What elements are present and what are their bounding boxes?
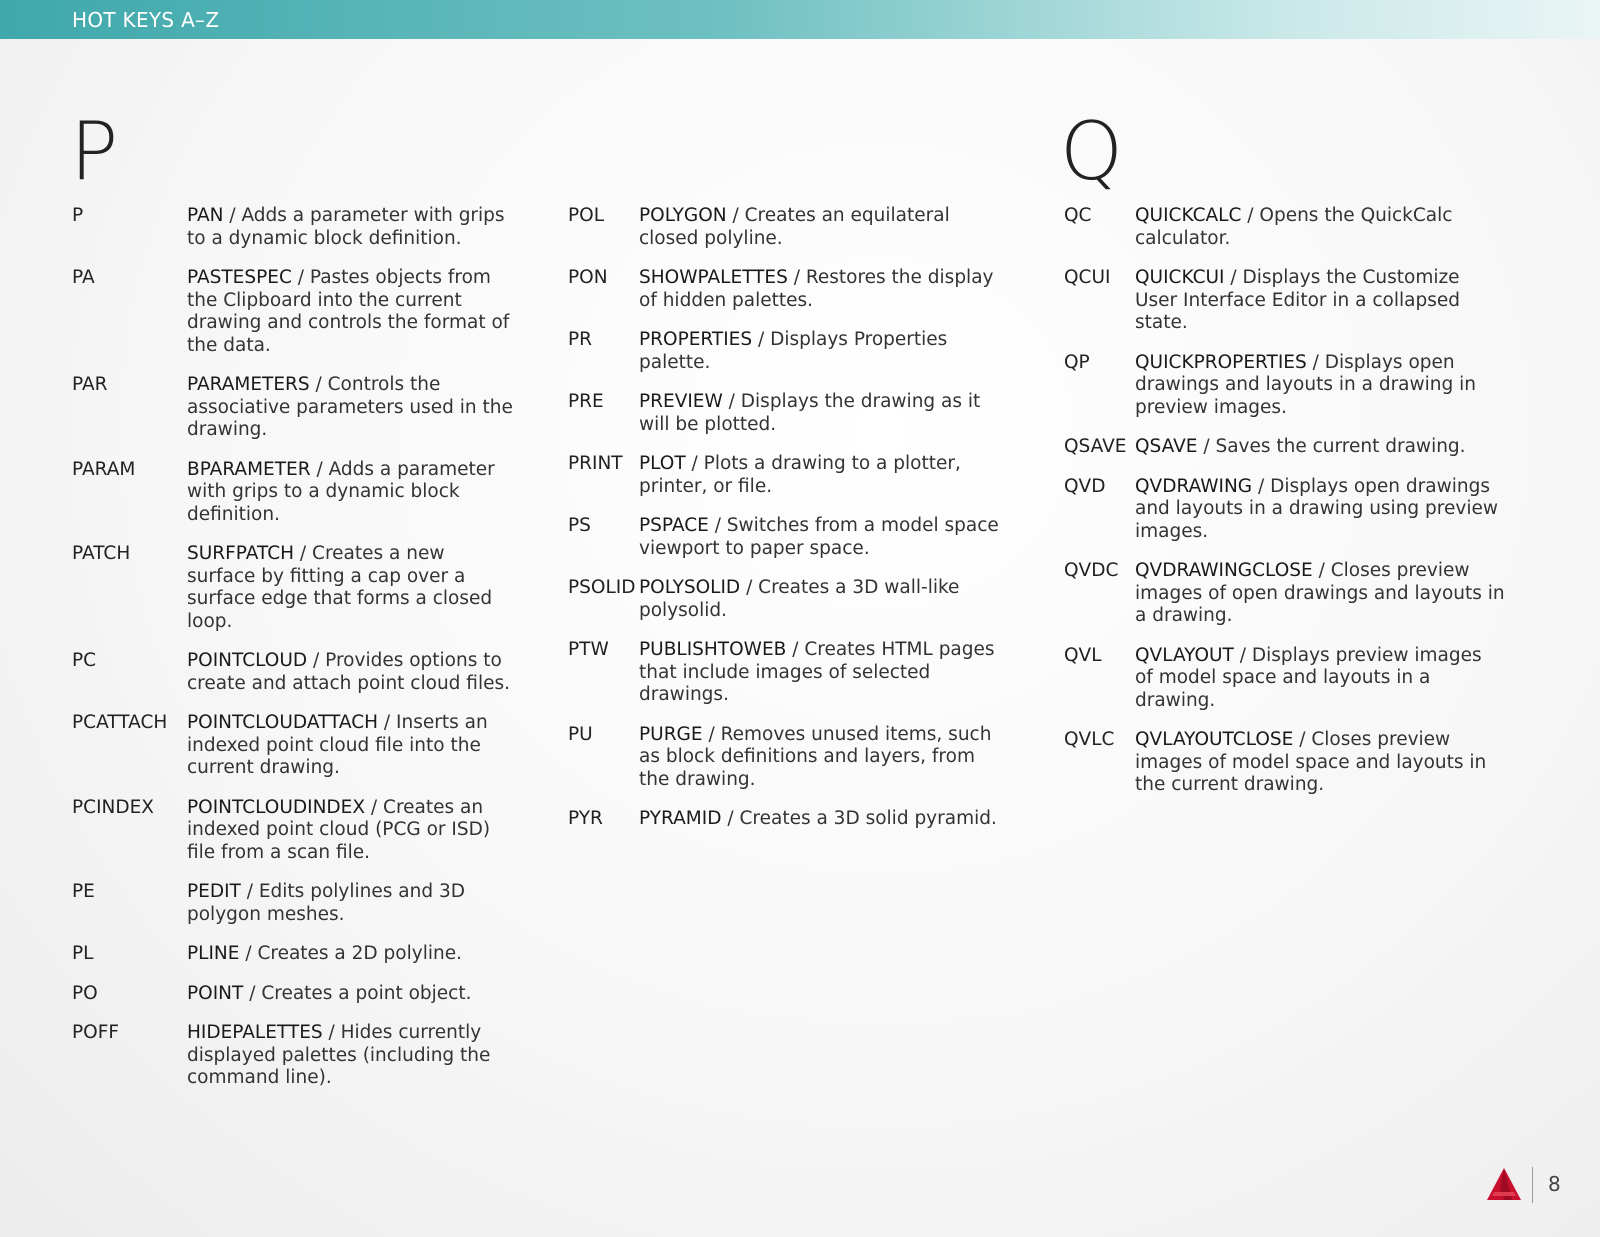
- autocad-logo-icon: [1486, 1166, 1522, 1202]
- hotkey-command: QUICKCALC: [1135, 205, 1242, 226]
- hotkey-entry: [568, 267, 1009, 312]
- hotkey-description-text: / Displays the drawing as it will be plotted.: [639, 391, 981, 435]
- hotkey-description-text: / Removes unused items, such as block definitions and layers, from the drawing.: [639, 723, 992, 790]
- hotkey-shortcut: PO: [72, 982, 98, 1004]
- hotkey-description: [1135, 729, 1505, 797]
- hotkey-entry: [1064, 267, 1505, 335]
- footer-divider: [1532, 1167, 1533, 1203]
- hotkey-description: [187, 943, 517, 966]
- hotkey-entry: [1064, 645, 1505, 713]
- hotkey-command: PYRAMID: [639, 808, 722, 829]
- hotkey-description-text: / Plots a drawing to a plotter, printer, or file.: [639, 453, 961, 497]
- hotkey-entry: [72, 267, 517, 357]
- hotkey-shortcut: PA: [72, 267, 95, 288]
- hotkey-command: PROPERTIES: [639, 329, 753, 350]
- hotkey-description-text: / Provides options to create and attach point cloud files.: [187, 650, 510, 694]
- hotkey-entry: [72, 543, 517, 633]
- hotkey-description: [187, 712, 517, 780]
- hotkey-shortcut: QP: [1064, 351, 1090, 373]
- hotkey-description: [639, 329, 1009, 374]
- hotkey-description: [1135, 352, 1505, 420]
- hotkey-description-text: / Hides currently displayed palettes (including the command line).: [187, 1022, 491, 1088]
- hotkey-command: POINTCLOUDINDEX: [187, 796, 366, 818]
- hotkey-shortcut: PRINT: [568, 453, 623, 474]
- hotkey-description-text: / Displays Properties palette.: [639, 329, 948, 373]
- hotkey-description-text: / Adds a parameter with grips to a dynamic block definition.: [187, 205, 505, 249]
- hotkey-shortcut: PTW: [568, 639, 609, 660]
- hotkey-description-text: / Creates HTML pages that include images of selected drawings.: [639, 639, 995, 705]
- hotkey-command: PASTESPEC: [187, 267, 292, 288]
- hotkey-command: PSPACE: [639, 515, 709, 536]
- hotkey-shortcut: POL: [568, 205, 605, 226]
- section-letter-p: P: [70, 105, 119, 198]
- hotkey-description: [187, 650, 517, 695]
- hotkey-entry: [568, 724, 1009, 792]
- hotkey-description: [187, 797, 517, 865]
- hotkey-entry: [568, 329, 1009, 374]
- hotkey-description: [1135, 645, 1505, 713]
- hotkey-entry: [1064, 560, 1505, 628]
- hotkey-description-text: / Displays open drawings and layouts in a drawing in preview images.: [1135, 351, 1477, 418]
- hotkey-description: [639, 267, 1009, 312]
- hotkey-entry: [72, 459, 517, 527]
- column-3: [1064, 205, 1505, 814]
- hotkey-description-text: / Edits polylines and 3D polygon meshes.: [187, 881, 465, 925]
- hotkey-shortcut: PYR: [568, 808, 603, 829]
- hotkey-description-text: / Closes preview images of open drawings and layouts in a drawing.: [1135, 560, 1505, 626]
- hotkey-command: POINT: [187, 982, 244, 1004]
- hotkey-description-text: / Creates an indexed point cloud (PCG or ISD) file from a scan file.: [187, 796, 491, 863]
- hotkey-description-text: / Displays open drawings and layouts in a drawing using preview images.: [1135, 475, 1498, 542]
- hotkey-entry: [568, 453, 1009, 498]
- hotkey-shortcut: PC: [72, 650, 97, 671]
- hotkey-command: PREVIEW: [639, 391, 723, 412]
- hotkey-description: [187, 881, 517, 926]
- hotkey-description-text: / Displays preview images of model space and layouts in a drawing.: [1135, 644, 1482, 711]
- hotkey-description: [187, 374, 517, 442]
- column-1: [72, 205, 517, 1107]
- hotkey-description-text: / Switches from a model space viewport to paper space.: [639, 515, 999, 559]
- hotkey-command: SHOWPALETTES: [639, 267, 788, 288]
- hotkey-entry: [1064, 729, 1505, 797]
- hotkey-description-text: / Saves the current drawing.: [1197, 436, 1466, 457]
- hotkey-shortcut: PR: [568, 329, 593, 350]
- hotkey-description: [639, 724, 1009, 792]
- hotkey-shortcut: P: [72, 205, 84, 226]
- hotkey-shortcut: PRE: [568, 391, 604, 412]
- hotkey-description-text: / Creates an equilateral closed polyline.: [639, 205, 950, 249]
- hotkey-shortcut: QVLC: [1064, 729, 1115, 750]
- hotkey-shortcut: PCINDEX: [72, 796, 154, 818]
- hotkey-command: QUICKCUI: [1135, 267, 1225, 288]
- hotkey-entry: [568, 577, 1009, 622]
- hotkey-entry: [72, 650, 517, 695]
- hotkey-command: PAN: [187, 205, 224, 226]
- hotkey-entry: [72, 712, 517, 780]
- hotkey-command: POINTCLOUD: [187, 650, 308, 671]
- hotkey-entry: [568, 808, 1009, 831]
- hotkey-description: [187, 543, 517, 633]
- hotkey-command: PURGE: [639, 723, 703, 745]
- hotkey-description-text: / Controls the associative parameters used in the drawing.: [187, 374, 513, 440]
- hotkey-command: PEDIT: [187, 881, 241, 902]
- hotkey-command: PLOT: [639, 453, 686, 474]
- page-number: 8: [1548, 1172, 1561, 1196]
- hotkey-shortcut: PE: [72, 881, 95, 902]
- hotkey-shortcut: PARAM: [72, 458, 136, 480]
- hotkey-shortcut: PL: [72, 943, 94, 964]
- hotkey-shortcut: PS: [568, 515, 591, 536]
- hotkey-entry: [568, 205, 1009, 250]
- hotkey-entry: [72, 205, 517, 250]
- hotkey-description: [1135, 476, 1505, 544]
- hotkey-entry: [1064, 436, 1505, 459]
- hotkey-description: [187, 983, 517, 1006]
- hotkey-entry: [72, 943, 517, 966]
- hotkey-entry: [1064, 205, 1505, 250]
- header-bar: [0, 0, 1600, 39]
- hotkey-shortcut: QVL: [1064, 644, 1102, 666]
- hotkey-description: [639, 639, 1009, 707]
- hotkey-entry: [568, 639, 1009, 707]
- hotkey-description-text: / Creates a 3D solid pyramid.: [721, 808, 997, 829]
- hotkey-description-text: / Inserts an indexed point cloud file into the current drawing.: [187, 712, 488, 778]
- hotkey-entry: [72, 1022, 517, 1090]
- hotkey-description: [1135, 267, 1505, 335]
- hotkey-description-text: / Creates a 3D wall-like polysolid.: [639, 577, 960, 621]
- hotkey-description-text: / Adds a parameter with grips to a dynamic block definition.: [187, 458, 495, 525]
- hotkey-command: SURFPATCH: [187, 543, 295, 564]
- hotkey-command: POINTCLOUDATTACH: [187, 712, 379, 733]
- hotkey-shortcut: PON: [568, 267, 608, 288]
- hotkey-command: QVLAYOUTCLOSE: [1135, 729, 1294, 750]
- hotkey-command: QVLAYOUT: [1135, 644, 1234, 666]
- hotkey-description-text: / Displays the Customize User Interface Editor in a collapsed state.: [1135, 267, 1460, 333]
- hotkey-entry: [72, 881, 517, 926]
- hotkey-shortcut: PSOLID: [568, 577, 636, 598]
- hotkey-entry: [568, 391, 1009, 436]
- hotkey-description: [187, 1022, 517, 1090]
- hotkey-entry: [1064, 352, 1505, 420]
- hotkey-shortcut: PCATTACH: [72, 712, 168, 733]
- hotkey-shortcut: QVD: [1064, 475, 1106, 497]
- hotkey-description-text: / Opens the QuickCalc calculator.: [1135, 205, 1453, 249]
- hotkey-description: [639, 577, 1009, 622]
- hotkey-description: [187, 459, 517, 527]
- hotkey-command: PARAMETERS: [187, 374, 310, 395]
- hotkey-description-text: / Creates a new surface by fitting a cap over a surface edge that forms a closed loop.: [187, 543, 493, 632]
- hotkey-description: [639, 453, 1009, 498]
- hotkey-description: [639, 515, 1009, 560]
- hotkey-shortcut: PU: [568, 723, 593, 745]
- hotkey-description-text: / Creates a point object.: [243, 982, 472, 1004]
- hotkey-description-text: / Creates a 2D polyline.: [239, 943, 462, 964]
- hotkey-shortcut: PAR: [72, 374, 108, 395]
- hotkey-command: QVDRAWING: [1135, 475, 1253, 497]
- hotkey-description: [187, 267, 517, 357]
- header-title: HOT KEYS A–Z: [72, 8, 220, 32]
- hotkey-command: QSAVE: [1135, 436, 1198, 457]
- hotkey-description: [639, 391, 1009, 436]
- hotkey-command: HIDEPALETTES: [187, 1022, 323, 1043]
- hotkey-entry: [568, 515, 1009, 560]
- hotkey-description-text: / Restores the display of hidden palettes.: [639, 267, 994, 311]
- hotkey-entry: [72, 797, 517, 865]
- hotkey-shortcut: QC: [1064, 205, 1092, 226]
- hotkey-command: POLYSOLID: [639, 577, 741, 598]
- hotkey-command: BPARAMETER: [187, 458, 311, 480]
- hotkey-description: [1135, 205, 1505, 250]
- hotkey-shortcut: QVDC: [1064, 560, 1119, 581]
- hotkey-entry: [72, 983, 517, 1006]
- hotkey-entry: [72, 374, 517, 442]
- hotkey-description: [187, 205, 517, 250]
- hotkey-command: QVDRAWINGCLOSE: [1135, 560, 1313, 581]
- column-2: [568, 205, 1009, 848]
- hotkey-shortcut: POFF: [72, 1022, 119, 1043]
- hotkey-command: PLINE: [187, 943, 240, 964]
- hotkey-description: [1135, 560, 1505, 628]
- hotkey-description-text: / Pastes objects from the Clipboard into the current drawing and controls the format of the data.: [187, 267, 510, 356]
- hotkey-command: POLYGON: [639, 205, 727, 226]
- hotkey-shortcut: QCUI: [1064, 267, 1111, 288]
- hotkey-shortcut: QSAVE: [1064, 436, 1127, 457]
- section-letter-q: Q: [1060, 105, 1123, 198]
- hotkey-description: [1135, 436, 1505, 459]
- hotkey-command: PUBLISHTOWEB: [639, 639, 787, 660]
- hotkey-description-text: / Closes preview images of model space and layouts in the current drawing.: [1135, 729, 1487, 795]
- hotkey-entry: [1064, 476, 1505, 544]
- hotkey-description: [639, 205, 1009, 250]
- hotkey-command: QUICKPROPERTIES: [1135, 351, 1307, 373]
- hotkey-description: [639, 808, 1009, 831]
- hotkey-shortcut: PATCH: [72, 543, 131, 564]
